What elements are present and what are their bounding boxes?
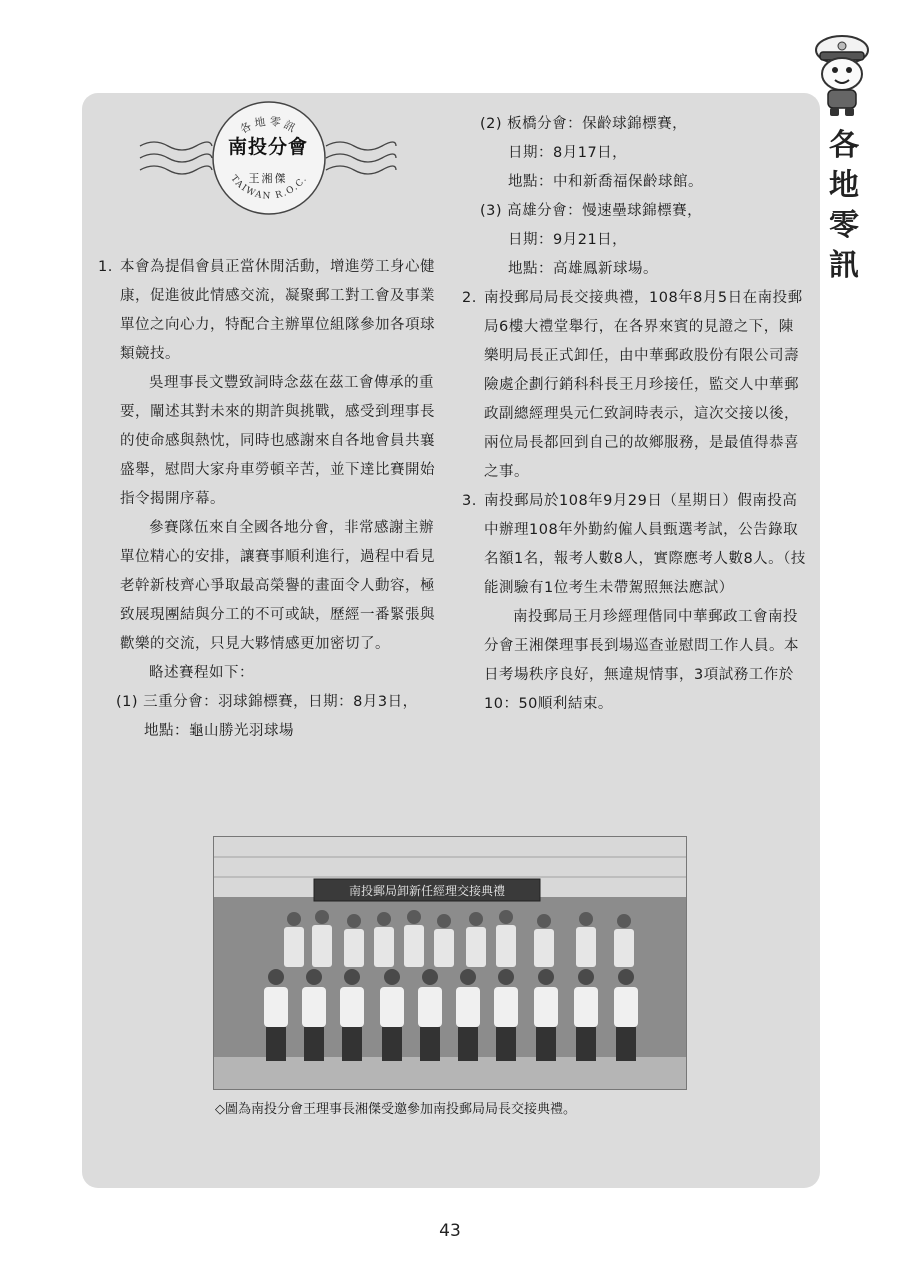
paragraph: 參賽隊伍來自全國各地分會，非常感謝主辦單位精心的安排，讓賽事順利進行，過程中看見老幹新枝齊心爭取最高榮譽的畫面令人動容，極致展現團結與分工的不可或缺，歷經一番緊張與歡樂的交流，只見大夥情感更加密切了。 (120, 520, 435, 652)
side-title-char: 各 (829, 128, 859, 163)
item-number: 2. (462, 290, 477, 306)
item-text: 南投郵局於108年9月29日（星期日）假南投高中辦理108年外勤約僱人員甄選考試，公告錄取名額1名，報考人數8人，實際應考人數8人。（技能測驗有1位考生未帶駕照無法應試） (484, 493, 806, 596)
side-title-char: 零 (829, 208, 859, 243)
item-text: 南投郵局局長交接典禮，108年8月5日在南投郵局6樓大禮堂舉行，在各界來賓的見證之下，陳樂明局長正式卸任，由中華郵政股份有限公司壽險處企劃行銷科科長王月珍接任，監交人中華郵政副總經理吳元仁致詞時表示，這次交接以後，兩位局長都回到自己的故鄉服務，是最值得恭喜之事。 (484, 290, 803, 480)
mascot-icon (808, 30, 876, 118)
article-title: 南投分會 (227, 136, 308, 158)
photo-banner-text: 南投郵局卸新任經理交接典禮 (348, 884, 506, 898)
side-title-char: 地 (829, 168, 859, 203)
paragraph: 南投郵局王月珍經理偕同中華郵政工會南投分會王湘傑理事長到場巡查並慰問工作人員。本日考場秩序良好，無違規情事，3項試務工作於10：50順利結束。 (484, 609, 799, 712)
page-number: 43 (439, 1221, 461, 1241)
side-title-char: 訊 (829, 248, 859, 283)
schedule-line: 地點：中和新喬福保齡球館。 (508, 174, 703, 190)
right-column (462, 110, 808, 719)
section-side-title (826, 126, 862, 286)
stamp-arc-top: 各地零訊 (237, 114, 301, 137)
list-item (98, 253, 443, 369)
stamp-arc-bottom: TAIWAN R.O.C. (228, 173, 310, 202)
schedule-line: (3) 高雄分會：慢速壘球錦標賽， (480, 203, 703, 219)
article-author: 王湘傑 (248, 172, 288, 185)
schedule-line: (2) 板橋分會：保齡球錦標賽， (480, 116, 688, 132)
photo-caption: ◇圖為南投分會王理事長湘傑受邀參加南投郵局局長交接典禮。 (215, 1102, 576, 1117)
list-item (462, 284, 808, 487)
schedule-line: 地點：高雄鳳新球場。 (508, 261, 658, 277)
list-item (462, 487, 808, 603)
item-number: 1. (98, 259, 113, 275)
schedule-line: (1) 三重分會：羽球錦標賽，日期：8月3日， (116, 694, 418, 710)
group-photo-illustration (214, 837, 687, 1090)
schedule-line: 地點：龜山勝光羽球場 (144, 723, 294, 739)
item-number: 3. (462, 493, 477, 509)
item-text: 本會為提倡會員正當休閒活動，增進勞工身心健康，促進彼此情感交流，凝聚郵工對工會及事業單位之向心力，特配合主辦單位組隊參加各項球類競技。 (120, 259, 435, 362)
paragraph: 吳理事長文豐致詞時念茲在茲工會傳承的重要，闡述其對未來的期許與挑戰，感受到理事長的使命感與熱忱，同時也感謝來自各地會員共襄盛舉，慰問大家舟車勞頓辛苦，並下達比賽開始指令揭開序幕。 (120, 375, 435, 507)
event-photo (213, 836, 687, 1090)
left-column (98, 253, 443, 746)
schedule-intro: 略述賽程如下： (149, 665, 254, 681)
schedule-line: 日期：9月21日， (508, 232, 628, 248)
schedule-line: 日期：8月17日， (508, 145, 628, 161)
